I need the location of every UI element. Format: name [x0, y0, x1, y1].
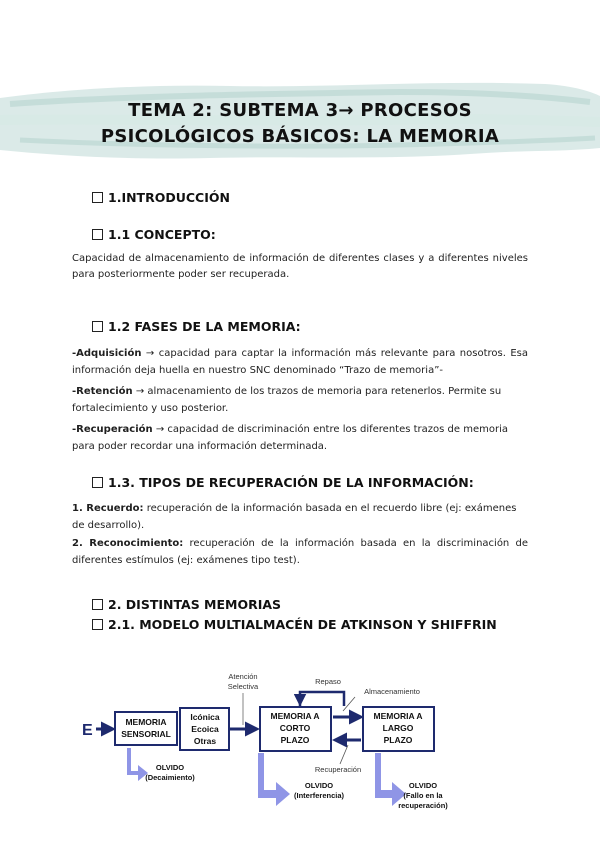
heading-modelo-multialmacen: 2.1. MODELO MULTIALMACÉN DE ATKINSON Y SHIFFRIN	[92, 617, 497, 632]
sensory-type-ecoica: Ecoica	[191, 724, 219, 734]
corto-label-1: MEMORIA A	[270, 711, 320, 721]
olvido-2-label-2: (Interferencia)	[293, 791, 345, 800]
page-title-line-2: PSICOLÓGICOS BÁSICOS: LA MEMORIA	[100, 126, 500, 147]
fase-retencion-line-1: -Retención → almacenamiento de los trazos de memoria para retenerlos. Permite su	[72, 386, 502, 397]
atkinson-shiffrin-diagram	[0, 660, 600, 830]
olvido-3-label-3: recuperación)	[398, 801, 448, 810]
repaso-label: Repaso	[315, 677, 341, 686]
atencion-label-2: Selectiva	[227, 682, 259, 691]
olvido-3-label-2: (Fallo en la	[403, 791, 443, 800]
olvido-1-label-1: OLVIDO	[155, 763, 185, 772]
almacenamiento-label: Almacenamiento	[364, 687, 420, 696]
checkbox-icon	[92, 192, 103, 203]
checkbox-icon	[92, 229, 103, 240]
olvido-interferencia-arrow	[258, 753, 290, 806]
repaso-loop	[300, 692, 344, 706]
tipo-recuerdo-line-1: 1. Recuerdo: recuperación de la información basada en el recuerdo libre (ej: exámenes	[72, 503, 517, 514]
olvido-2-label-1: OLVIDO	[304, 781, 334, 790]
checkbox-icon	[92, 321, 103, 332]
corto-label-3: PLAZO	[280, 735, 310, 745]
page-title-line-1: TEMA 2: SUBTEMA 3→ PROCESOS	[128, 100, 472, 121]
tipo-reconocimiento-line-2: diferentes estímulos (ej: exámenes tipo test).	[72, 555, 300, 566]
fase-adquisicion-line-1: -Adquisición → capacidad para captar la información más relevante para nosotros. Esa	[72, 348, 528, 359]
heading-tipos: 1.3. TIPOS DE RECUPERACIÓN DE LA INFORMACIÓN:	[92, 475, 474, 490]
corto-label-2: CORTO	[279, 723, 311, 733]
heading-introduccion: 1.INTRODUCCIÓN	[92, 190, 230, 205]
memoria-sensorial-label-1: MEMORIA	[125, 717, 167, 727]
olvido-1-label-2: (Decaimiento)	[145, 773, 195, 782]
concepto-line-1: Capacidad de almacenamiento de información de diferentes clases y a diferentes niveles	[72, 253, 528, 264]
heading-distintas-memorias: 2. DISTINTAS MEMORIAS	[92, 597, 281, 612]
tipo-recuerdo-line-2: de desarrollo).	[72, 520, 145, 531]
heading-fases: 1.2 FASES DE LA MEMORIA:	[92, 319, 301, 334]
olvido-3-label-1: OLVIDO	[408, 781, 438, 790]
largo-label-3: PLAZO	[383, 735, 413, 745]
checkbox-icon	[92, 599, 103, 610]
fase-recuperacion-line-2: para poder recordar una información determinada.	[72, 441, 328, 452]
memoria-sensorial-label-2: SENSORIAL	[121, 729, 171, 739]
concepto-line-2: para posteriormente poder ser recuperada.	[72, 269, 290, 280]
largo-label-2: LARGO	[382, 723, 414, 733]
checkbox-icon	[92, 477, 103, 488]
input-e-label: E	[82, 722, 93, 739]
largo-label-1: MEMORIA A	[373, 711, 423, 721]
sensory-type-otras: Otras	[193, 736, 217, 746]
checkbox-icon	[92, 619, 103, 630]
fase-retencion-line-2: fortalecimiento y uso posterior.	[72, 403, 229, 414]
title-brush-background	[0, 0, 600, 180]
recuperacion-label: Recuperación	[314, 765, 362, 774]
heading-concepto: 1.1 CONCEPTO:	[92, 227, 216, 242]
olvido-fallo-arrow	[375, 753, 406, 806]
atencion-label-1: Atención	[228, 672, 258, 681]
sensory-type-iconica: Icónica	[190, 712, 220, 722]
tipo-reconocimiento-line-1: 2. Reconocimiento: recuperación de la información basada en la discriminación de	[72, 538, 528, 549]
fase-adquisicion-line-2: información deja huella en nuestro SNC denominado “Trazo de memoria”-	[72, 365, 443, 376]
fase-recuperacion-line-1: -Recuperación → capacidad de discriminación entre los diferentes trazos de memoria	[72, 424, 508, 435]
